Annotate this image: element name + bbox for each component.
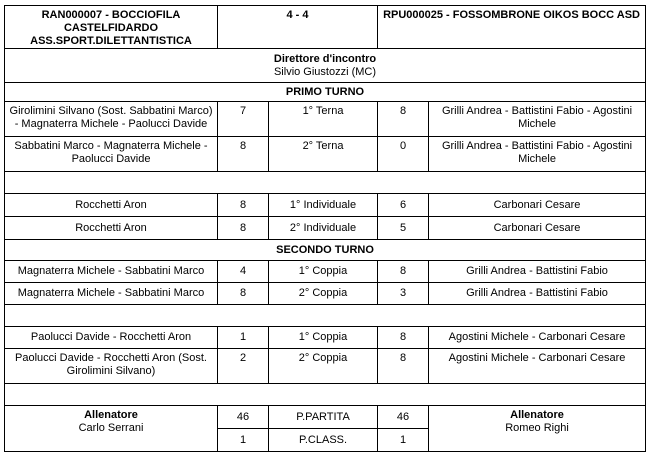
home-score: 4: [218, 261, 269, 283]
away-players: Carbonari Cesare: [429, 194, 646, 217]
match-type: 2° Individuale: [269, 217, 378, 240]
match-row: [5, 194, 646, 217]
match-row: [5, 349, 646, 384]
match-row: [5, 327, 646, 349]
home-players: Rocchetti Aron: [5, 194, 218, 217]
home-score: 8: [218, 194, 269, 217]
away-coach-label: Allenatore: [510, 409, 564, 421]
footer-row-partita: [5, 406, 646, 429]
home-players: Rocchetti Aron: [5, 217, 218, 240]
home-score: 8: [218, 283, 269, 305]
home-players: Paolucci Davide - Rocchetti Aron: [5, 327, 218, 349]
home-coach-name: Carlo Serrani: [78, 422, 144, 434]
match-type: 2° Coppia: [269, 283, 378, 305]
home-score: 1: [218, 327, 269, 349]
director-row: [5, 49, 646, 83]
home-class-points: 1: [218, 429, 269, 452]
away-players: Grilli Andrea - Battistini Fabio: [429, 261, 646, 283]
home-players: Paolucci Davide - Rocchetti Aron (Sost. Girolimini Silvano): [5, 349, 218, 384]
match-type: 1° Coppia: [269, 327, 378, 349]
away-score: 8: [378, 102, 429, 137]
section-title-primo-turno: PRIMO TURNO: [5, 83, 646, 102]
section-title-secondo-turno: SECONDO TURNO: [5, 240, 646, 261]
spacer-cell: [5, 384, 646, 406]
home-team: [5, 6, 218, 49]
match-type: 1° Individuale: [269, 194, 378, 217]
away-players: Agostini Michele - Carbonari Cesare: [429, 349, 646, 384]
away-partita-points: 46: [378, 406, 429, 429]
away-coach-cell: [429, 406, 646, 452]
away-team: RPU000025 - FOSSOMBRONE OIKOS BOCC ASD: [378, 6, 646, 49]
match-row: [5, 261, 646, 283]
director-name: Silvio Giustozzi (MC): [273, 65, 377, 78]
home-players: Magnaterra Michele - Sabbatini Marco: [5, 261, 218, 283]
away-players: Grilli Andrea - Battistini Fabio - Agostini Michele: [429, 137, 646, 172]
spacer-row: [5, 305, 646, 327]
match-row: [5, 283, 646, 305]
home-score: 2: [218, 349, 269, 384]
away-score: 8: [378, 327, 429, 349]
match-type: 1° Terna: [269, 102, 378, 137]
spacer-cell: [5, 172, 646, 194]
home-score: 8: [218, 137, 269, 172]
match-type: 1° Coppia: [269, 261, 378, 283]
away-players: Carbonari Cesare: [429, 217, 646, 240]
home-players: Magnaterra Michele - Sabbatini Marco: [5, 283, 218, 305]
home-score: 8: [218, 217, 269, 240]
away-class-points: 1: [378, 429, 429, 452]
match-report-table: [4, 5, 646, 452]
away-score: 6: [378, 194, 429, 217]
home-coach-cell: [5, 406, 218, 452]
away-players: Agostini Michele - Carbonari Cesare: [429, 327, 646, 349]
home-team-name-line2: ASS.SPORT.DILETTANTISTICA: [30, 35, 192, 47]
header-row: [5, 6, 646, 49]
away-coach-name: Romeo Righi: [505, 422, 569, 434]
home-partita-points: 46: [218, 406, 269, 429]
section-title-row: [5, 240, 646, 261]
away-score: 0: [378, 137, 429, 172]
away-score: 5: [378, 217, 429, 240]
away-players: Grilli Andrea - Battistini Fabio: [429, 283, 646, 305]
section-title-row: [5, 83, 646, 102]
spacer-row: [5, 384, 646, 406]
director-label: Direttore d'incontro: [273, 52, 377, 65]
spacer-cell: [5, 305, 646, 327]
match-row: [5, 137, 646, 172]
away-score: 8: [378, 261, 429, 283]
home-team-code-name: RAN000007 - BOCCIOFILA CASTELFIDARDO: [41, 9, 181, 34]
match-row: [5, 102, 646, 137]
class-label: P.CLASS.: [269, 429, 378, 452]
away-score: 8: [378, 349, 429, 384]
home-players: Sabbatini Marco - Magnaterra Michele - Paolucci Davide: [5, 137, 218, 172]
home-score: 7: [218, 102, 269, 137]
partita-label: P.PARTITA: [269, 406, 378, 429]
director-cell: [5, 49, 646, 83]
away-players: Grilli Andrea - Battistini Fabio - Agostini Michele: [429, 102, 646, 137]
home-players: Girolimini Silvano (Sost. Sabbatini Marco) - Magnaterra Michele - Paolucci Davide: [5, 102, 218, 137]
match-report: [4, 5, 646, 452]
away-score: 3: [378, 283, 429, 305]
home-coach-label: Allenatore: [84, 409, 138, 421]
match-type: 2° Terna: [269, 137, 378, 172]
match-type: 2° Coppia: [269, 349, 378, 384]
match-row: [5, 217, 646, 240]
match-score: 4 - 4: [218, 6, 378, 49]
spacer-row: [5, 172, 646, 194]
